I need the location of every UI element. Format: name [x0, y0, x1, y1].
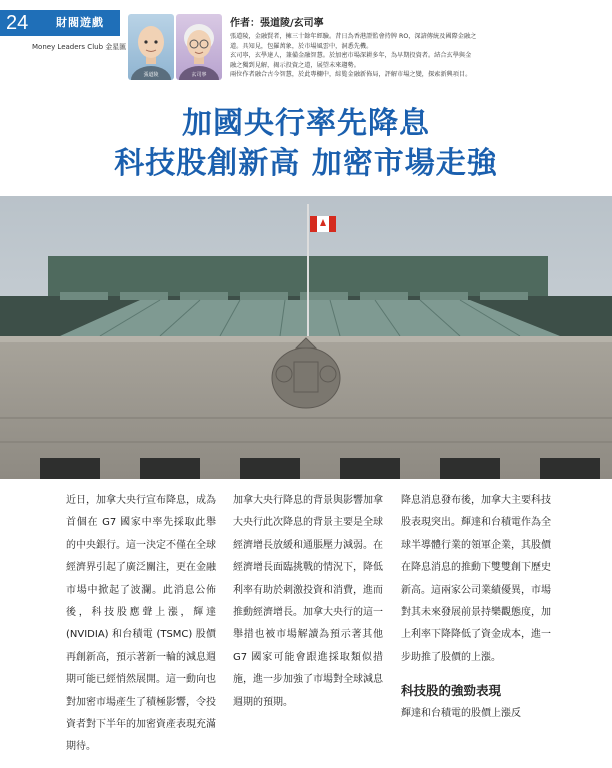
author-title: 作者：張道陵/玄司寧: [230, 18, 324, 29]
article-column-3: [401, 490, 551, 726]
article-headline: [0, 104, 612, 184]
author-bio-line: 道。具知見，包羅萬象，於市場風雲中，洞悉先機。: [230, 42, 373, 50]
bank-building-photo: [0, 196, 612, 479]
column-3-continued: 輝達和台積電的股價上漲反: [401, 708, 521, 720]
section-subheading: 科技股的強勁表現: [401, 683, 502, 699]
author-avatar-1: [128, 14, 174, 80]
author-bio-line: 兩位作者融合古今智慧，於此專欄中，綜覧金融新佈局，評解市場之變，探索新興項目。: [230, 71, 472, 79]
section-title: 財閥遊戲: [56, 16, 104, 29]
building-image: [0, 196, 612, 479]
article-column-1: 近日，加拿大央行宣布降息，成為首個在 G7 國家中率先採取此舉的中央銀行。這一決定不僅在全球經濟界引起了廣泛關注，更在金融市場中掀起了波瀾。此消息公佈後，科技股應聲上漲，輝達 (NVIDIA) 和台積電 (TSMC) 股價再創新高，預示著新一輪的減息週期可能已經悄然展開。這一動向也對加密市場產生了積極影響，令投資者對下半年的加密資產表現充滿期待。: [66, 495, 216, 753]
author-bio-line: 融之獨到見解，揭示投資之道，展望未來趨勢。: [230, 61, 360, 69]
avatar-caption: 玄司寧: [191, 72, 207, 78]
club-name: Money Leaders Club 金星匯: [32, 43, 127, 51]
author-bio-line: 張道陵，金融賢者，擁三十餘年經驗。昔日為香港證監會持牌 RO，深諳傳統及國際金融之: [230, 33, 477, 40]
headline-line-1: 加國央行率先降息: [182, 106, 430, 141]
article-column-2: 加拿大央行降息的背景與影響加拿大央行此次降息的背景主要是全球經濟增長放緩和通脹壓力減弱。在經濟增長面臨挑戰的情況下，降低利率有助於刺激投資和消費，進而推動經濟增長。加拿大央行的這一舉措也被市場解讀為預示著其他 G7 國家可能會跟進採取類似措施，進一步加強了市場對全球減息週期的預期。: [233, 495, 383, 708]
author-avatar-2: [176, 14, 222, 80]
headline-line-2: 科技股創新高 加密市場走強: [114, 146, 498, 181]
column-3-text: 降息消息發布後，加拿大主要科技股表現突出。輝達和台積電作為全球半導體行業的領軍企業，其股價在降息消息的推動下雙雙創下歷史新高。這兩家公司業績優異，市場對其未來發展前景持樂觀態度，加上利率下降降低了資金成本，進一步助推了股價的上漲。: [401, 495, 551, 663]
author-bio-line: 玄司寧，玄學達人，兼備金融智慧。於加密市場深耕多年，為早期投資者。結合玄學與金: [230, 52, 472, 60]
page-number: 24: [6, 12, 29, 34]
avatar-caption: 張道陵: [143, 72, 159, 78]
author-info: [230, 14, 600, 80]
